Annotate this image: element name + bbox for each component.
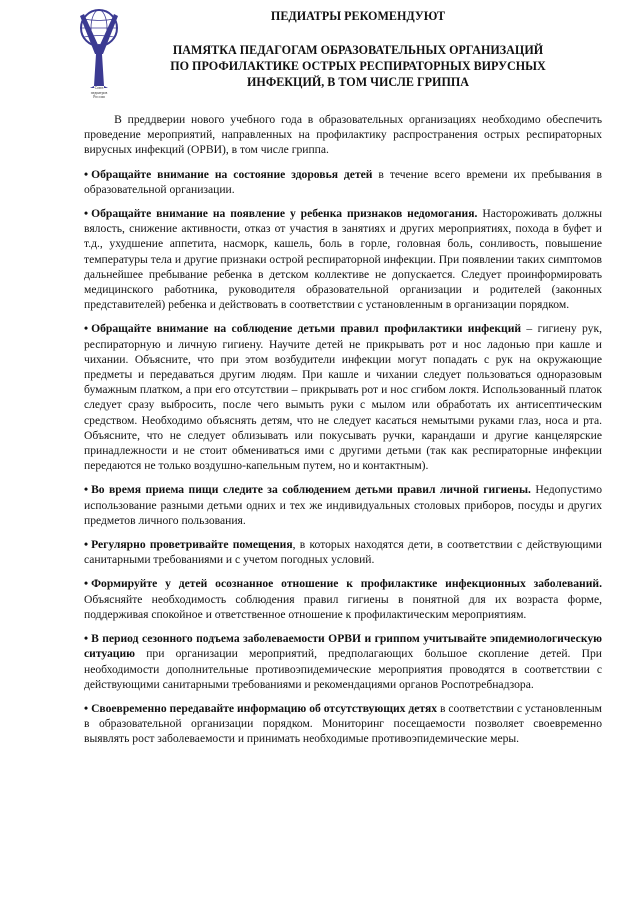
recommendation-text: Недопустимо использование разными детьми одних и тех же индивидуальных столовых приборов, посуды и других предметов личного пользования. xyxy=(84,483,602,527)
logo-caption-line: Союз xyxy=(94,86,104,90)
recommendation-item xyxy=(84,206,602,312)
bullet-icon: • xyxy=(84,538,89,552)
recommendation-heading: Обращайте внимание на появление у ребенка признаков недомогания. xyxy=(91,207,478,221)
recommendation-item xyxy=(84,576,602,622)
recommendation-item xyxy=(84,537,602,567)
bullet-icon: • xyxy=(84,632,89,646)
bullet-icon: • xyxy=(84,701,89,715)
bullet-icon: • xyxy=(84,322,89,336)
recommendation-heading: В период сезонного подъема заболеваемости ОРВИ и гриппом учитывайте эпидемиологическую ситуацию xyxy=(84,632,602,661)
bullet-icon: • xyxy=(84,167,89,181)
document-title xyxy=(118,42,598,90)
bullet-icon: • xyxy=(84,207,89,221)
recommendation-text: при организации мероприятий, предполагающих большое скопление детей. При необходимости дополнительные противоэпидемические мероприятия проводятся в соответствии с действующими санитарными требованиями и рекомендациями органов Роспотребнадзора. xyxy=(84,647,602,691)
recommendation-text: – гигиену рук, респираторную и личную гигиену. Научите детей не прикрывать рот и нос ладонью при кашле и чихании. Объясните, что при этом возбудители инфекции могут попадать с рук на окружающие предметы и передаваться другим людям. При кашле и чихании следует пользоваться одноразовым бумажным платком, а при его отсутствии – прикрывать рот и нос сгибом локтя. Использованный платок следует сразу выбросить, после чего вымыть руки с мылом или обработать их антисептическим средством. Необходимо объяснять детям, что не следует касаться немытыми руками глаз, носа и рта. Объясните, что не следует облизывать или покусывать ручки, карандаши и другие канцелярские принадлежности и не стоит обмениваться ими с другими детьми (так как респираторные инфекции передаются не только воздушно-капельным путем, но и контактным). xyxy=(84,322,602,473)
recommendation-heading: Своевременно передавайте информацию об отсутствующих детях xyxy=(91,701,438,715)
recommendation-item xyxy=(84,701,602,747)
recommendation-text: в соответствии с установленным в образовательной организации порядком. Мониторинг посещаемости позволяет своевременно выявлять рост заболеваемости и принимать необходимые противоэпидемические меры. xyxy=(84,701,602,746)
recommendation-heading: Формируйте у детей осознанное отношение к профилактике инфекционных заболеваний. xyxy=(91,577,602,591)
title-line: ИНФЕКЦИЙ, В ТОМ ЧИСЛЕ ГРИППА xyxy=(247,75,469,89)
document-body xyxy=(84,112,602,747)
recommendation-heading: Обращайте внимание на соблюдение детьми правил профилактики инфекций xyxy=(91,322,522,336)
recommendation-heading: Регулярно проветривайте помещения xyxy=(91,538,293,552)
recommend-heading: ПЕДИАТРЫ РЕКОМЕНДУЮТ xyxy=(270,9,446,23)
bullet-icon: • xyxy=(84,483,89,497)
bullet-icon: • xyxy=(84,577,89,591)
recommendation-text: в течение всего времени их пребывания в образовательной организации. xyxy=(84,167,603,196)
logo-caption-line: педиатров xyxy=(90,90,108,95)
intro-paragraph: В преддверии нового учебного года в образовательных организациях необходимо обеспечить проведение мероприятий, направленных на профилактику распространения острых респираторных вирусных инфекций (ОРВИ), в том числе гриппа. xyxy=(84,113,602,157)
recommendation-text: Настороживать должны вялость, снижение активности, отказ от участия в занятиях и других мероприятиях, похода в буфет и т.д., ухудшение аппетита, насморк, кашель, боль в горле, головная боль, сонливость, повышение температуры тела и другие признаки острой респираторной инфекции. При появлении таких симптомов дальнейшее пребывание ребенка в детском коллективе не допускается. Следует проинформировать медицинского работника, руководителя образовательной организации и родителей (законных представителей) ребенка и действовать в соответствии с установленным в организации порядком. xyxy=(84,207,602,312)
recommendation-heading: Обращайте внимание на состояние здоровья детей xyxy=(91,167,373,181)
recommendation-item xyxy=(84,167,602,197)
logo-caption-line: России xyxy=(93,95,105,100)
recommendation-item xyxy=(84,321,602,473)
title-line: ПАМЯТКА ПЕДАГОГАМ ОБРАЗОВАТЕЛЬНЫХ ОРГАНИЗАЦИЙ xyxy=(172,43,544,57)
recommendation-item xyxy=(84,631,602,692)
recommendation-heading: Во время приема пищи следите за соблюдением детьми правил личной гигиены. xyxy=(91,483,531,497)
title-line: ПО ПРОФИЛАКТИКЕ ОСТРЫХ РЕСПИРАТОРНЫХ ВИРУСНЫХ xyxy=(170,59,546,73)
recommendation-text: Объясняйте необходимость соблюдения правил гигиены в понятной для их возраста форме, поддерживая спокойное и ответственное отношение к профилактическим мероприятиям. xyxy=(84,592,602,621)
recommendation-item xyxy=(84,482,602,528)
document-header xyxy=(118,8,598,90)
recommendation-text: , в которых находятся дети, в соответствии с действующими санитарными требованиями и с учетом погодных условий. xyxy=(84,538,602,567)
